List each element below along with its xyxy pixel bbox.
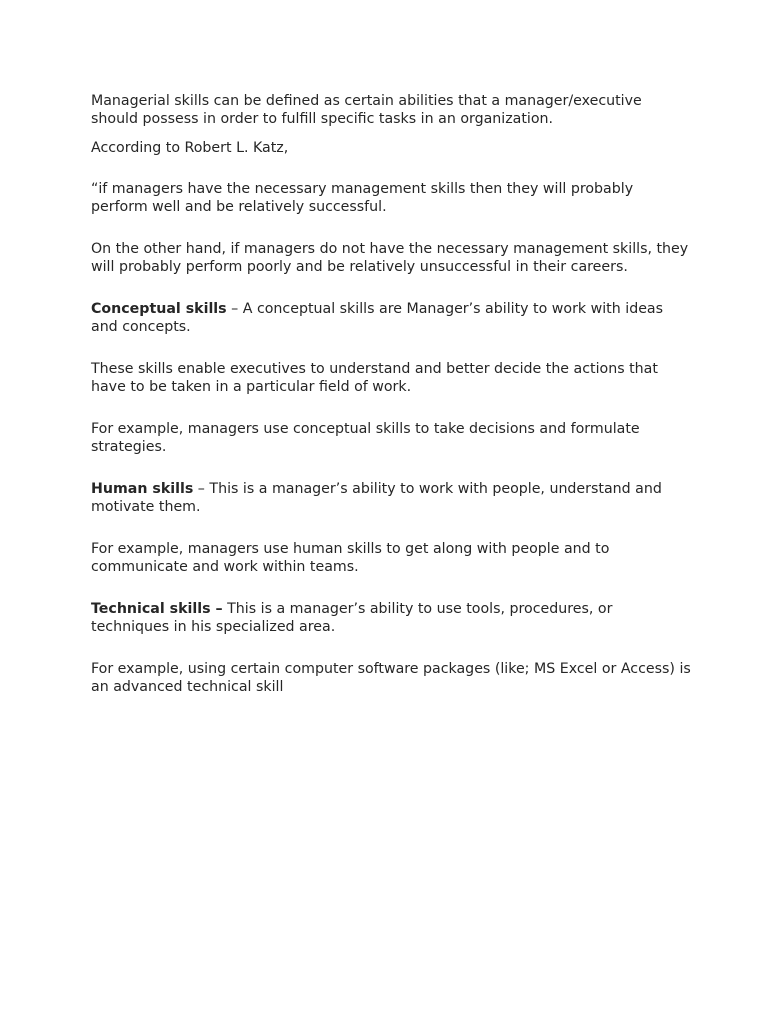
conceptual-skills-definition: – A conceptual skills are Manager’s ability to work with ideas and concepts. — [91, 301, 664, 335]
human-skills-definition: – This is a manager’s ability to work with people, understand and motivate them. — [91, 481, 662, 515]
quote-paragraph: “if managers have the necessary management skills then they will probably perform well and be relatively successful. — [91, 181, 634, 215]
human-example-paragraph: For example, managers use human skills to get along with people and to communicate and work within teams. — [91, 541, 610, 575]
conceptual-detail-paragraph: These skills enable executives to understand and better decide the actions that have to be taken in a particular field of work. — [91, 361, 658, 395]
attribution-paragraph: According to Robert L. Katz, — [91, 140, 289, 156]
intro-paragraph: Managerial skills can be defined as certain abilities that a manager/executive should possess in order to fulfill specific tasks in an organization. — [91, 93, 642, 127]
technical-skills-definition: This is a manager’s ability to use tools, procedures, or techniques in his specialized area. — [91, 601, 613, 635]
technical-example-paragraph: For example, using certain computer software packages (like; MS Excel or Access) is an advanced technical skill — [91, 661, 691, 695]
conceptual-skills-paragraph — [91, 300, 691, 336]
document-body — [91, 92, 691, 696]
technical-skills-paragraph — [91, 600, 691, 636]
human-skills-term: Human skills — [91, 481, 194, 497]
conceptual-skills-term: Conceptual skills — [91, 301, 227, 317]
technical-skills-term: Technical skills – — [91, 601, 223, 617]
human-skills-paragraph — [91, 480, 691, 516]
conceptual-example-paragraph: For example, managers use conceptual skills to take decisions and formulate strategies. — [91, 421, 640, 455]
contrast-paragraph: On the other hand, if managers do not have the necessary management skills, they will probably perform poorly and be relatively unsuccessful in their careers. — [91, 241, 689, 275]
